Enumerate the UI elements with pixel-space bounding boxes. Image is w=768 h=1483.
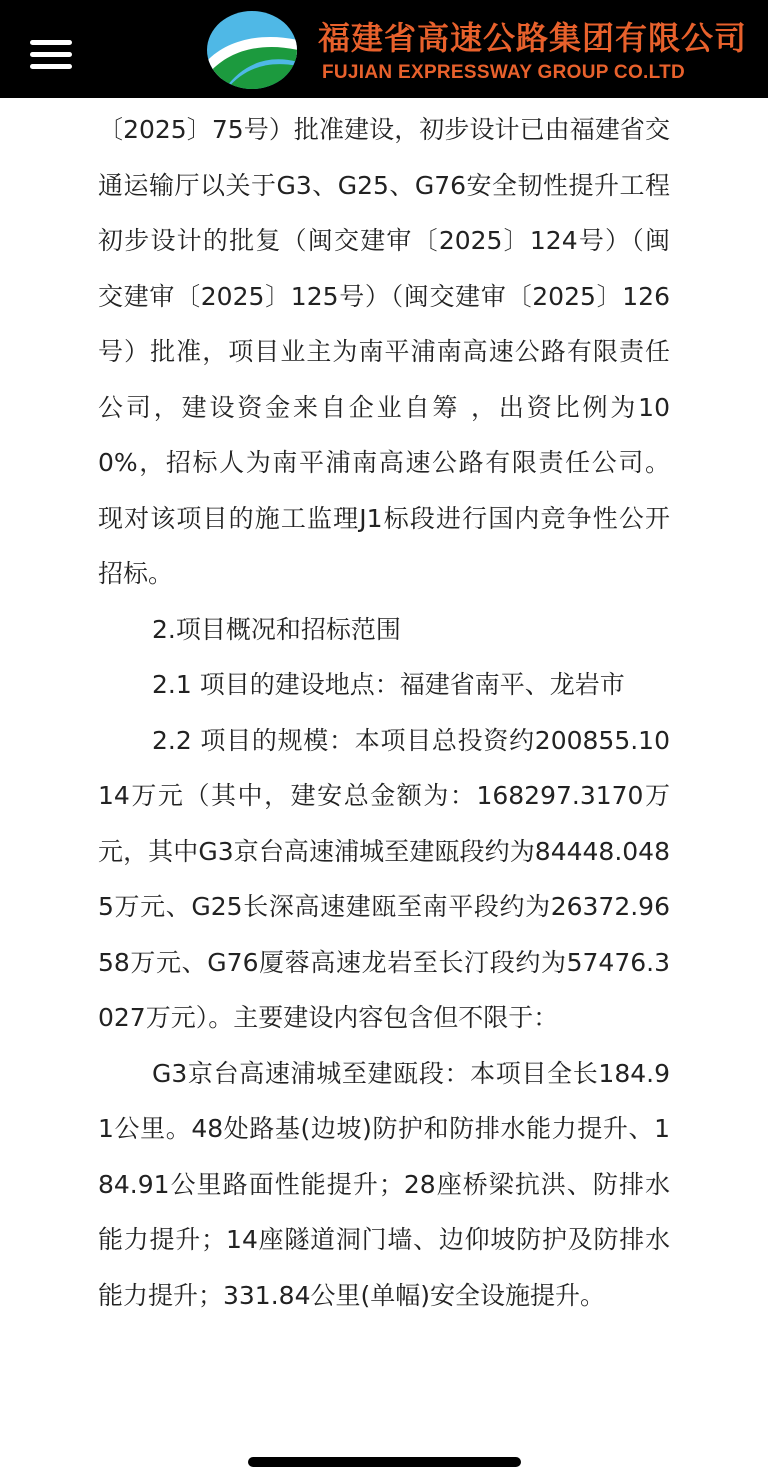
hamburger-menu-icon-bar <box>30 64 72 69</box>
hamburger-menu-icon <box>30 40 72 45</box>
company-logo-icon[interactable] <box>206 10 298 90</box>
article-paragraph-intro: 〔2025〕75号）批准建设，初步设计已由福建省交通运输厅以关于G3、G25、G76安全韧性提升工程初步设计的批复（闽交建审〔2025〕124号）（闽交建审〔2025〕125号）（闽交建审〔2025〕126 号）批准，项目业主为南平浦南高速公路有限责任公司，建设资金来自企业自筹 ，出资比例为100%，招标人为南平浦南高速公路有限责任公司。 现对该项目的施工监理J1标段进行国内竞争性公开招标。 <box>98 115 670 588</box>
section-heading-project-overview: 2.项目概况和招标范围 <box>152 614 401 644</box>
hamburger-menu-icon-bar <box>30 52 72 57</box>
article-body <box>98 102 670 1323</box>
site-header <box>0 0 768 98</box>
home-indicator[interactable] <box>248 1457 521 1467</box>
article-paragraph-g3-section: G3京台高速浦城至建瓯段：本项目全长184.91公里。48处路基(边坡)防护和防排水能力提升、184.91公里路面性能提升；28座桥梁抗洪、防排水能力提升；14座隧道洞门墙、边仰坡防护及防排水能力提升；331.84公里(单幅)安全设施提升。 <box>98 1058 670 1310</box>
article-paragraph-scale: 2.2 项目的规模：本项目总投资约200855.1014万元（其中，建安总金额为：168297.3170万元，其中G3京台高速浦城至建瓯段约为84448.0485万元、G25长深高速建瓯至南平段约为26372.9658万元、G76厦蓉高速龙岩至长汀段约为57476.3027万元）。主要建设内容包含但不限于： <box>98 725 670 1032</box>
menu-button[interactable] <box>28 40 74 74</box>
company-name-cn: 福建省高速公路集团有限公司 <box>318 19 748 57</box>
article-paragraph-location: 2.1 项目的建设地点：福建省南平、龙岩市 <box>152 670 625 699</box>
company-name-en: FUJIAN EXPRESSWAY GROUP CO.LTD <box>322 62 686 83</box>
